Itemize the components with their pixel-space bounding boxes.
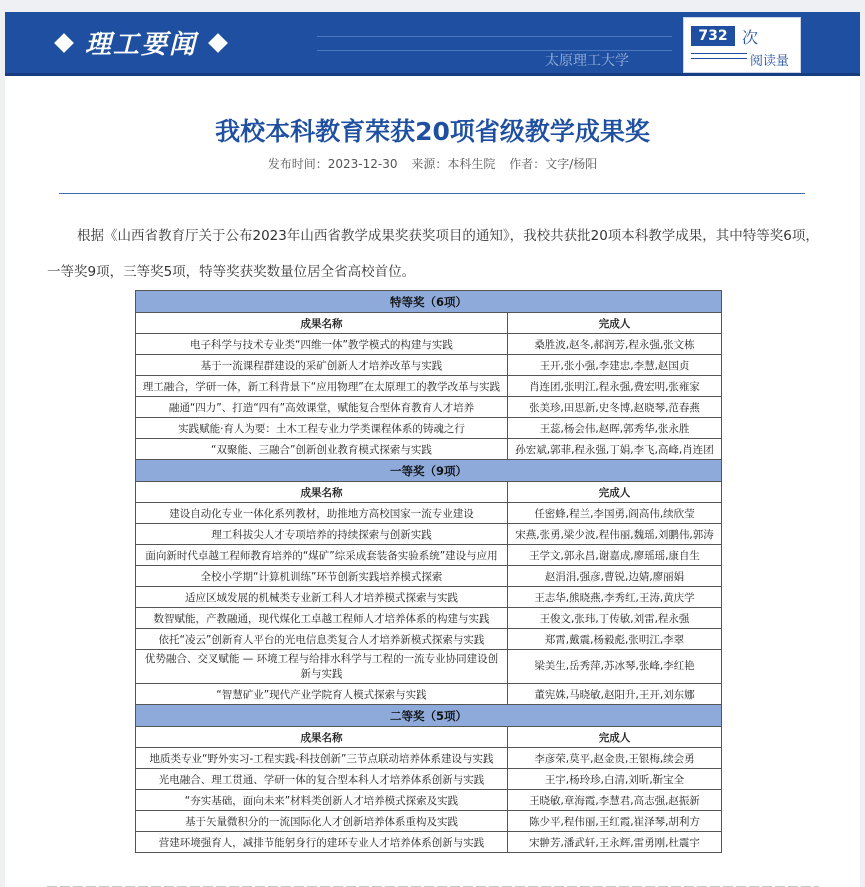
school-name: 太原理工大学 xyxy=(545,53,629,69)
award-category-label: 一等奖（9项） xyxy=(136,460,722,482)
achievement-people: 肖连团,张明江,程永强,费宏明,张雍家 xyxy=(508,376,722,397)
achievement-name: 营建环境强育人，减排节能躬身行的建环专业人才培养体系创新与实践 xyxy=(136,832,508,853)
table-row xyxy=(136,684,722,705)
table-row xyxy=(136,650,722,684)
achievement-name: 实践赋能·育人为要：土木工程专业力学类课程体系的铸魂之行 xyxy=(136,418,508,439)
achievement-name: “智慧矿业”现代产业学院育人模式探索与实践 xyxy=(136,684,508,705)
view-counter xyxy=(683,17,801,73)
award-category-label: 特等奖（6项） xyxy=(136,291,722,313)
achievement-people: 陈少平,程伟丽,王红霞,崔泽琴,胡利方 xyxy=(508,811,722,832)
achievement-people: 李彦荣,莫平,赵金贵,王银梅,续会勇 xyxy=(508,748,722,769)
publish-time: 发布时间：2023-12-30 xyxy=(267,157,398,171)
achievement-people: 桑胜波,赵冬,郝润芳,程永强,张文栋 xyxy=(508,334,722,355)
decorative-line xyxy=(691,53,747,54)
achievement-name: 理工科拔尖人才专项培养的持续探索与创新实践 xyxy=(136,524,508,545)
achievement-people: 王蕊,杨会伟,赵晖,郭秀华,张永胜 xyxy=(508,418,722,439)
table-row xyxy=(136,418,722,439)
column-header-name: 成果名称 xyxy=(136,727,508,748)
table-row xyxy=(136,439,722,460)
achievement-name: 地质类专业“野外实习-工程实践-科技创新”三节点联动培养体系建设与实践 xyxy=(136,748,508,769)
achievement-people: 王开,张小强,李建忠,李慧,赵国贞 xyxy=(508,355,722,376)
achievement-name: 理工融合，学研一体，新工科背景下“应用物理”在太原理工的教学改革与实践 xyxy=(136,376,508,397)
table-row xyxy=(136,355,722,376)
section-title[interactable] xyxy=(57,24,225,61)
achievement-people: 郑霄,戴震,杨毅彪,张明江,李翠 xyxy=(508,629,722,650)
achievement-people: 董宪姝,马晓敏,赵阳升,王开,刘东娜 xyxy=(508,684,722,705)
table-row xyxy=(136,811,722,832)
page-banner xyxy=(5,12,860,76)
intro-paragraph: 根据《山西省教育厅关于公布2023年山西省教学成果奖获奖项目的通知》，我校共获批20项本科教学成果，其中特等奖6项，一等奖9项，三等奖5项，特等奖获奖数量位居全省高校首位。 xyxy=(47,228,819,280)
achievement-name: 光电融合、理工贯通、学研一体的复合型本科人才培养体系创新与实践 xyxy=(136,769,508,790)
table-row xyxy=(136,545,722,566)
column-header-people: 完成人 xyxy=(508,727,722,748)
table-row xyxy=(136,503,722,524)
achievement-name: “双聚能、三融合”创新创业教育模式探索与实践 xyxy=(136,439,508,460)
table-row xyxy=(136,334,722,355)
table-row xyxy=(136,769,722,790)
achievement-name: “夯实基础，面向未来”材料类创新人才培养模式探索及实践 xyxy=(136,790,508,811)
article-source: 来源：本科生院 xyxy=(411,157,496,171)
achievement-people: 王志华,熊晓燕,李秀红,王涛,黄庆学 xyxy=(508,587,722,608)
diamond-icon xyxy=(208,33,228,53)
table-row xyxy=(136,748,722,769)
article-page xyxy=(5,76,860,887)
table-row xyxy=(136,566,722,587)
section-title-text: 理工要闻 xyxy=(85,30,198,60)
achievement-name: 面向新时代卓越工程师教育培养的“煤矿”综采成套装备实验系统”建设与应用 xyxy=(136,545,508,566)
achievement-people: 梁美生,岳秀萍,苏冰琴,张峰,李红艳 xyxy=(508,650,722,684)
achievement-people: 王晓敏,章海霞,李慧君,高志强,赵振新 xyxy=(508,790,722,811)
achievement-people: 王宇,杨玲珍,白清,刘昕,靳宝全 xyxy=(508,769,722,790)
table-row xyxy=(136,376,722,397)
award-category-row xyxy=(136,291,722,313)
decorative-line xyxy=(691,58,747,59)
table-row xyxy=(136,629,722,650)
table-row xyxy=(136,587,722,608)
achievement-people: 赵涓涓,强彦,曹锐,边婧,廖丽娟 xyxy=(508,566,722,587)
achievement-people: 宋翀芳,潘武轩,王永辉,雷勇刚,杜震宇 xyxy=(508,832,722,853)
achievement-name: 基于一流课程群建设的采矿创新人才培养改革与实践 xyxy=(136,355,508,376)
title-divider xyxy=(59,193,805,194)
table-row xyxy=(136,832,722,853)
achievement-name: 依托“凌云”创新育人平台的光电信息类复合人才培养新模式探索与实践 xyxy=(136,629,508,650)
achievement-people: 王俊文,张玮,丁传敏,刘雷,程永强 xyxy=(508,608,722,629)
achievement-people: 张美珍,田思新,史冬博,赵晓琴,范春燕 xyxy=(508,397,722,418)
decorative-line xyxy=(317,36,672,37)
award-category-label: 二等奖（5项） xyxy=(136,705,722,727)
achievement-name: 优势融合、交叉赋能 — 环境工程与给排水科学与工程的一流专业协同建设创新与实践 xyxy=(136,650,508,684)
award-category-row xyxy=(136,460,722,482)
table-header-row xyxy=(136,313,722,334)
achievement-name: 全校小学期“计算机训练”环节创新实践培养模式探索 xyxy=(136,566,508,587)
achievement-name: 建设自动化专业一体化系列教材，助推地方高校国家一流专业建设 xyxy=(136,503,508,524)
achievement-name: 融通“四力”、打造“四有”高效课堂，赋能复合型体育教育人才培养 xyxy=(136,397,508,418)
achievement-people: 孙宏斌,郭菲,程永强,丁娟,李飞,高峰,肖连团 xyxy=(508,439,722,460)
column-header-name: 成果名称 xyxy=(136,482,508,503)
article-title: 我校本科教育荣获20项省级教学成果奖 xyxy=(215,117,650,146)
achievement-name: 数智赋能，产教融通，现代煤化工卓越工程师人才培养体系的构建与实践 xyxy=(136,608,508,629)
view-label: 阅读量 xyxy=(750,54,790,69)
awards-table xyxy=(135,290,722,853)
view-unit: 次 xyxy=(742,28,759,47)
achievement-people: 王学文,郭永昌,谢嘉成,廖瑶瑶,康自生 xyxy=(508,545,722,566)
column-header-name: 成果名称 xyxy=(136,313,508,334)
view-count: 732 xyxy=(691,26,735,46)
achievement-name: 电子科学与技术专业类“四维一体”教学模式的构建与实践 xyxy=(136,334,508,355)
achievement-name: 基于矢量微积分的一流国际化人才创新培养体系重构及实践 xyxy=(136,811,508,832)
column-header-people: 完成人 xyxy=(508,313,722,334)
column-header-people: 完成人 xyxy=(508,482,722,503)
achievement-people: 任密蜂,程兰,李国勇,阎高伟,续欣莹 xyxy=(508,503,722,524)
award-category-row xyxy=(136,705,722,727)
table-header-row xyxy=(136,482,722,503)
table-row xyxy=(136,524,722,545)
next-paragraph-cutoff xyxy=(47,880,819,887)
achievement-people: 宋燕,张勇,梁少波,程伟丽,魏瑶,刘鹏伟,郭涛 xyxy=(508,524,722,545)
diamond-icon xyxy=(54,33,74,53)
article-meta xyxy=(5,155,860,172)
table-header-row xyxy=(136,727,722,748)
table-row xyxy=(136,608,722,629)
table-row xyxy=(136,397,722,418)
achievement-name: 适应区域发展的机械类专业新工科人才培养模式探索与实践 xyxy=(136,587,508,608)
article-author: 作者：文字/杨阳 xyxy=(509,157,598,171)
table-row xyxy=(136,790,722,811)
